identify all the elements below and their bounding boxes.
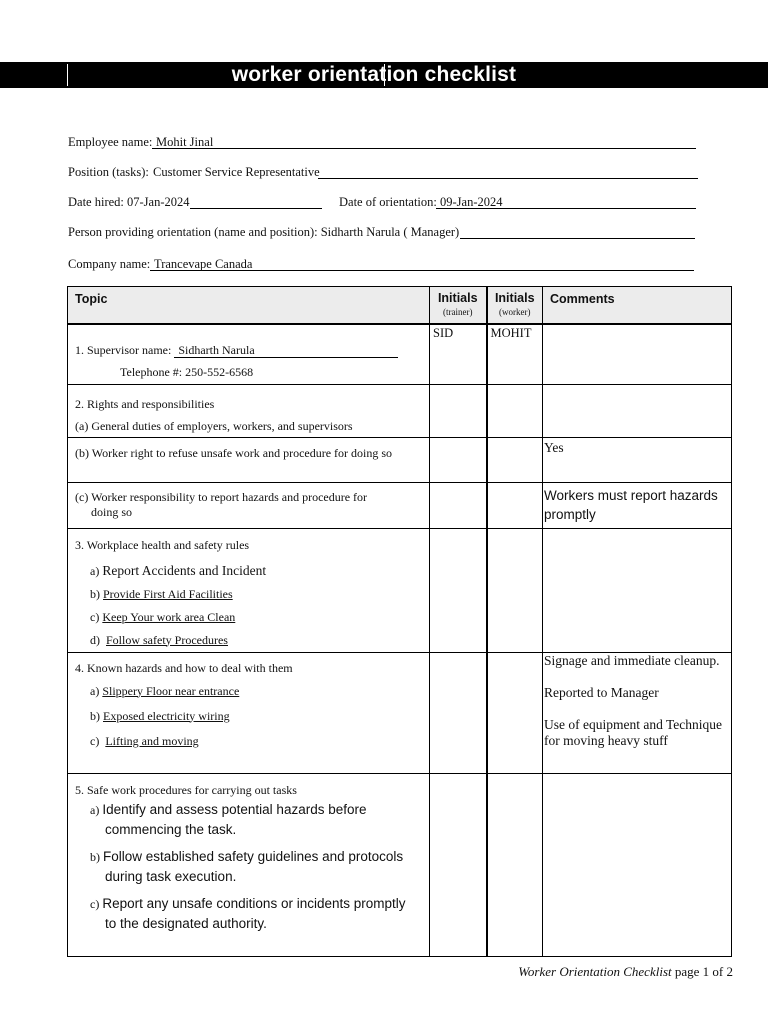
header-comments: Comments: [543, 287, 732, 325]
table-row: [68, 437, 732, 482]
supervisor-cell: [68, 324, 430, 384]
rights-b-cell: [68, 437, 430, 482]
worker-initials-cell[interactable]: [487, 652, 543, 773]
comment-cell[interactable]: [543, 482, 732, 528]
rights-b-comment: Yes: [544, 439, 564, 455]
rights-cell: [68, 384, 430, 437]
position-value[interactable]: Customer Service Representative: [153, 165, 320, 179]
comment-cell[interactable]: [543, 652, 732, 773]
employee-name-value[interactable]: Mohit Jinal: [152, 134, 696, 149]
rights-heading: 2. Rights and responsibilities: [75, 396, 215, 411]
footer-page-number: page 1 of 2: [674, 964, 733, 979]
telephone-value[interactable]: 250-552-6568: [185, 365, 254, 379]
comment-cell[interactable]: [543, 773, 732, 956]
rights-item-b: (b) Worker right to refuse unsafe work and procedure for doing so: [75, 445, 393, 460]
orientation-person-field: [68, 224, 695, 240]
supervisor-label: 1. Supervisor name:: [75, 343, 172, 357]
worker-initials-cell[interactable]: [487, 528, 543, 652]
trainer-initials-cell[interactable]: [430, 437, 487, 482]
rights-c-comment: Workers must report hazards promptly: [544, 487, 718, 522]
trainer-initials-cell[interactable]: [430, 773, 487, 956]
dates-field: [68, 194, 696, 210]
trainer-initials-cell[interactable]: [430, 528, 487, 652]
hazard-comment: Reported to Manager: [544, 684, 659, 700]
rights-c-cell: [68, 482, 430, 528]
safe-procedures-heading: 5. Safe work procedures for carrying out tasks: [75, 782, 297, 797]
checklist-table: [67, 286, 732, 957]
table-row: [68, 384, 732, 437]
worker-initials-cell[interactable]: [487, 773, 543, 956]
position-label: Position (tasks):: [68, 165, 149, 179]
known-hazards-heading: 4. Known hazards and how to deal with them: [75, 660, 293, 675]
header-topic: Topic: [68, 287, 430, 325]
table-row: [68, 482, 732, 528]
date-hired-value[interactable]: 07-Jan-2024: [127, 195, 190, 209]
worker-initials-cell[interactable]: [487, 324, 543, 384]
rights-item-c-line2: doing so: [91, 504, 133, 519]
date-orientation-value[interactable]: 09-Jan-2024: [436, 194, 696, 209]
comment-cell[interactable]: [543, 324, 732, 384]
employee-name-field: [68, 134, 696, 150]
comment-cell[interactable]: [543, 437, 732, 482]
supervisor-value[interactable]: Sidharth Narula: [174, 343, 398, 358]
header-initials-worker: Initials (worker): [487, 287, 543, 325]
comment-cell[interactable]: [543, 384, 732, 437]
company-name-label: Company name:: [68, 257, 151, 271]
employee-name-label: Employee name:: [68, 135, 153, 149]
worker-initials-cell[interactable]: [487, 437, 543, 482]
date-hired-underline: [190, 194, 322, 209]
hazard-comment: Signage and immediate cleanup.: [544, 652, 720, 668]
worker-initials-cell[interactable]: [487, 384, 543, 437]
safety-rule-item: b) Provide First Aid Facilities: [90, 586, 233, 601]
hazard-comment: Use of equipment and Technique for moving heavy stuff: [544, 716, 723, 748]
table-row: [68, 324, 732, 384]
known-hazards-cell: [68, 652, 430, 773]
orientation-person-label: Person providing orientation (name and position):: [68, 225, 318, 239]
trainer-initials: SID: [433, 326, 454, 340]
company-name-field: [68, 256, 694, 272]
orientation-person-underline: [460, 224, 695, 239]
footer-doc-name: Worker Orientation Checklist: [518, 964, 672, 979]
procedure-item: b) Follow established safety guidelines and protocols during task execution.: [90, 848, 404, 884]
safety-rules-cell: [68, 528, 430, 652]
date-hired-label: Date hired:: [68, 195, 124, 209]
comment-cell[interactable]: [543, 528, 732, 652]
table-header-row: [68, 287, 732, 325]
position-field: [68, 164, 698, 180]
hazard-item: c) Lifting and moving: [90, 733, 199, 748]
safety-rule-item: a) Report Accidents and Incident: [90, 562, 267, 578]
safety-rule-item: d) Follow safety Procedures: [90, 632, 228, 647]
procedure-item: c) Report any unsafe conditions or incidents promptly to the designated authority.: [90, 895, 406, 931]
safety-rule-item: c) Keep Your work area Clean: [90, 609, 236, 624]
procedure-item: a) Identify and assess potential hazards before commencing the task.: [90, 801, 367, 837]
telephone-label: Telephone #:: [120, 365, 183, 379]
title-bar: [0, 62, 768, 88]
page-title: worker orientation checklist: [231, 63, 517, 86]
company-name-value[interactable]: Trancevape Canada: [150, 256, 694, 271]
date-orientation-label: Date of orientation:: [339, 195, 437, 209]
trainer-initials-cell[interactable]: [430, 652, 487, 773]
table-row: [68, 773, 732, 956]
orientation-person-value[interactable]: Sidharth Narula ( Manager): [320, 225, 460, 239]
worker-initials-cell[interactable]: [487, 482, 543, 528]
safe-procedures-cell: [68, 773, 430, 956]
hazard-item: b) Exposed electricity wiring: [90, 708, 230, 723]
safety-rules-heading: 3. Workplace health and safety rules: [75, 537, 250, 552]
table-row: [68, 652, 732, 773]
table-row: [68, 528, 732, 652]
hazard-item: a) Slippery Floor near entrance: [90, 683, 240, 698]
rights-item-c-line1: (c) Worker responsibility to report hazards and procedure for: [75, 489, 368, 504]
worker-initials: MOHIT: [490, 326, 532, 340]
trainer-initials-cell[interactable]: [430, 482, 487, 528]
page-footer: [0, 964, 733, 980]
rights-item-a: (a) General duties of employers, workers, and supervisors: [75, 418, 353, 433]
header-initials-trainer: Initials (trainer): [430, 287, 487, 325]
trainer-initials-cell[interactable]: [430, 324, 487, 384]
trainer-initials-cell[interactable]: [430, 384, 487, 437]
position-underline: [318, 164, 698, 179]
